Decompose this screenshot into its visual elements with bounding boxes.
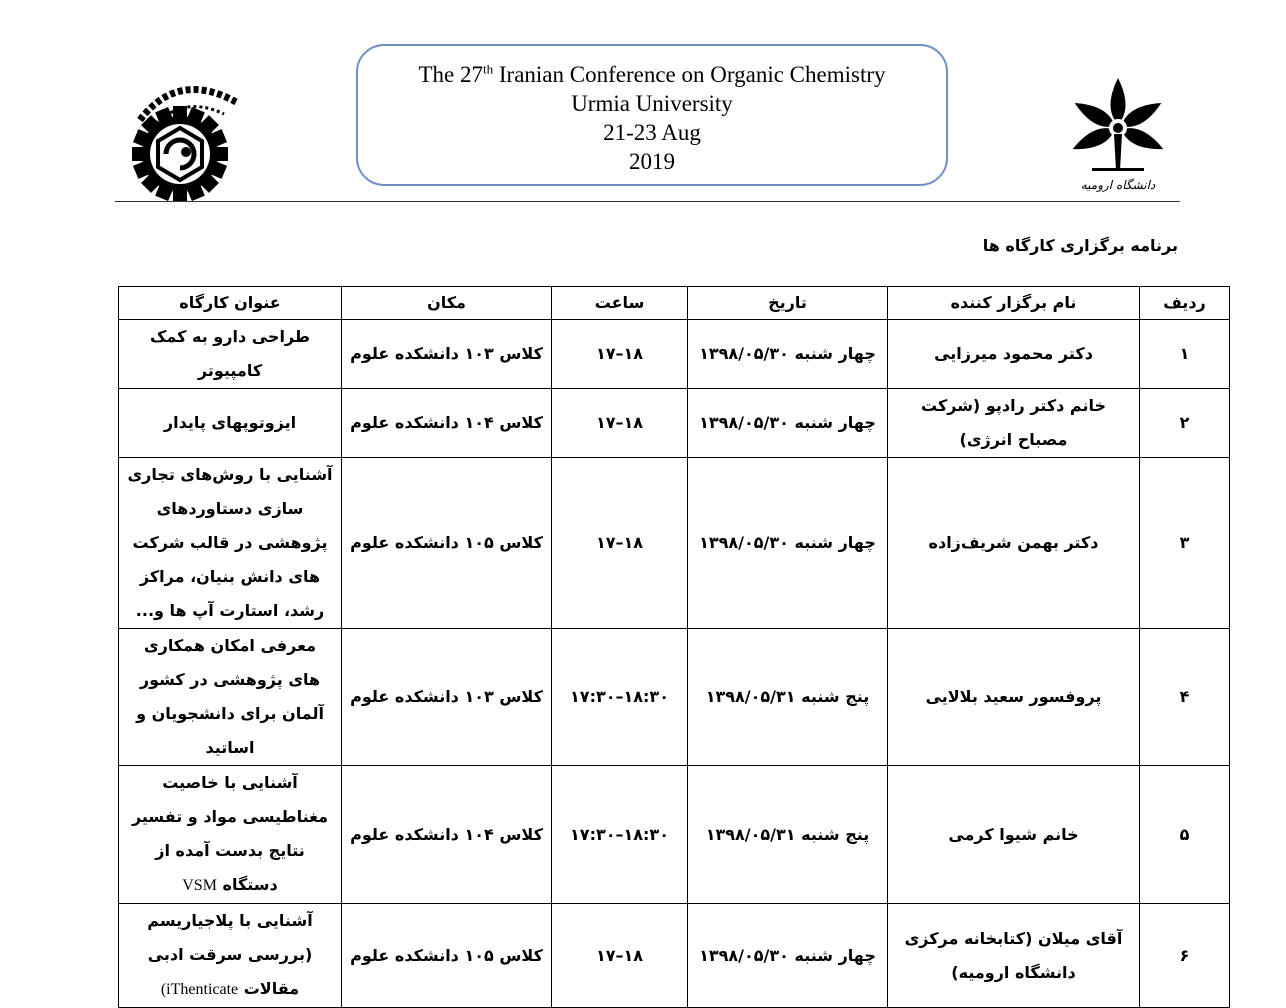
cell-organizer: خانم شیوا کرمی: [888, 766, 1140, 904]
cell-place: کلاس ۱۰۳ دانشکده علوم: [342, 320, 552, 389]
cell-title-latin: VSM: [182, 877, 217, 894]
cell-time: ۱۸:۳۰–۱۷:۳۰: [552, 629, 688, 766]
cell-place: کلاس ۱۰۵ دانشکده علوم: [342, 904, 552, 1008]
cell-time: ۱۸–۱۷: [552, 320, 688, 389]
cell-time: ۱۸–۱۷: [552, 458, 688, 629]
header-place: مکان: [342, 287, 552, 320]
cell-date: چهار شنبه ۱۳۹۸/۰۵/۳۰: [688, 320, 888, 389]
header-title: عنوان کارگاه: [119, 287, 342, 320]
cell-place: کلاس ۱۰۴ دانشکده علوم: [342, 766, 552, 904]
table-row: [119, 766, 1230, 904]
conference-dates: 21-23 Aug: [603, 120, 701, 145]
conference-name: The 27th Iranian Conference on Organic Chemistry: [418, 61, 886, 87]
cell-title-latin: iThenticate): [160, 981, 239, 998]
cell-organizer: پروفسور سعید بلالایی: [888, 629, 1140, 766]
header-date: تاریخ: [688, 287, 888, 320]
conference-year: 2019: [629, 149, 675, 174]
table-header-row: [119, 287, 1230, 320]
cell-organizer: خانم دکتر رادپو (شرکت مصباح انرژی): [888, 389, 1140, 458]
cell-date: چهار شنبه ۱۳۹۸/۰۵/۳۰: [688, 458, 888, 629]
table-row: [119, 389, 1230, 458]
cell-title: معرفی امکان همکاری های پژوهشی در کشور آلمان برای دانشجویان و اساتید: [119, 629, 342, 766]
cell-time: ۱۸:۳۰–۱۷:۳۰: [552, 766, 688, 904]
cell-row-number: ۶: [1140, 904, 1230, 1008]
cell-row-number: ۳: [1140, 458, 1230, 629]
conference-title-box: [356, 44, 948, 186]
cell-place: کلاس ۱۰۴ دانشکده علوم: [342, 389, 552, 458]
table-row: [119, 320, 1230, 389]
cell-time: ۱۸–۱۷: [552, 904, 688, 1008]
cell-title: [119, 766, 342, 904]
table-row: [119, 904, 1230, 1008]
cell-date: پنج شنبه ۱۳۹۸/۰۵/۳۱: [688, 629, 888, 766]
program-title: برنامه برگزاری کارگاه ها: [982, 236, 1178, 255]
header-row-number: ردیف: [1140, 287, 1230, 320]
cell-title: طراحی دارو به کمک کامپیوتر: [119, 320, 342, 389]
cell-place: کلاس ۱۰۵ دانشکده علوم: [342, 458, 552, 629]
workshops-table: [118, 286, 1230, 1008]
cell-date: چهار شنبه ۱۳۹۸/۰۵/۳۰: [688, 904, 888, 1008]
cell-date: پنج شنبه ۱۳۹۸/۰۵/۳۱: [688, 766, 888, 904]
cell-title: [119, 904, 342, 1008]
cell-organizer: دکتر بهمن شریف‌زاده: [888, 458, 1140, 629]
cell-row-number: ۴: [1140, 629, 1230, 766]
university-name: Urmia University: [571, 91, 733, 116]
urmia-university-logo-caption: دانشگاه ارومیه: [1080, 178, 1156, 192]
cell-title: آشنایی با روش‌های تجاری سازی دستاوردهای پژوهشی در قالب شرکت های دانش بنیان، مراکز رشد، استارت آپ ها و...: [119, 458, 342, 629]
cell-row-number: ۲: [1140, 389, 1230, 458]
iranian-chemical-society-logo: [118, 72, 260, 202]
cell-time: ۱۸–۱۷: [552, 389, 688, 458]
table-row: [119, 458, 1230, 629]
cell-title-text: آشنایی با پلاجیاریسم (بررسی سرقت ادبی مقالات: [147, 911, 313, 998]
cell-organizer: دکتر محمود میرزایی: [888, 320, 1140, 389]
cell-row-number: ۱: [1140, 320, 1230, 389]
cell-title: ایزوتوپهای پایدار: [119, 389, 342, 458]
cell-organizer: آقای میلان (کتابخانه مرکزی دانشگاه ارومیه): [888, 904, 1140, 1008]
header-divider: [115, 201, 1180, 202]
header-time: ساعت: [552, 287, 688, 320]
cell-title-text: آشنایی با خاصیت مغناطیسی مواد و تفسیر نتایج بدست آمده از دستگاه: [131, 773, 329, 894]
header-organizer: نام برگزار کننده: [888, 287, 1140, 320]
cell-date: چهار شنبه ۱۳۹۸/۰۵/۳۰: [688, 389, 888, 458]
cell-place: کلاس ۱۰۳ دانشکده علوم: [342, 629, 552, 766]
table-row: [119, 629, 1230, 766]
cell-row-number: ۵: [1140, 766, 1230, 904]
